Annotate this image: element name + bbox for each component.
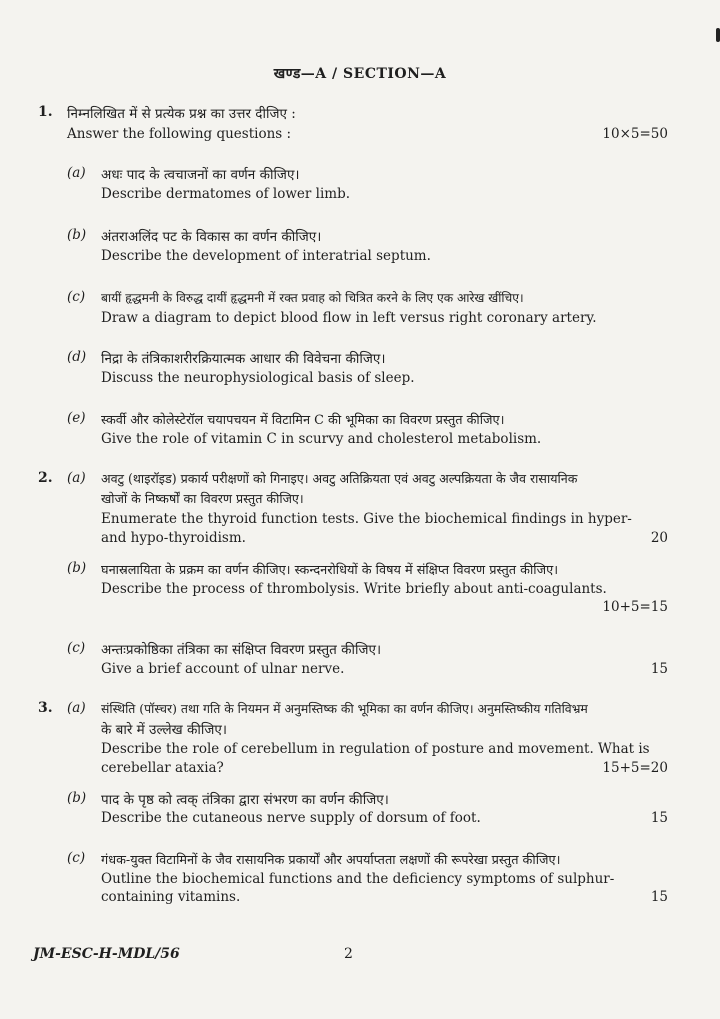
sub-question-label: (a) — [67, 700, 86, 716]
sub-question-hindi: निद्रा के तंत्रिकाशरीरक्रियात्मक आधार की विवेचना कीजिए। — [101, 351, 386, 367]
sub-question-marks: 15+5=20 — [602, 760, 668, 776]
page-number: 2 — [344, 946, 353, 962]
question-text-english: Answer the following questions : — [67, 126, 292, 142]
sub-question-english: Enumerate the thyroid function tests. Give the biochemical findings in hyper- — [101, 511, 632, 527]
sub-question-hindi: संस्थिति (पॉस्चर) तथा गति के नियमन में अनुमस्तिष्क की भूमिका का वर्णन कीजिए। अनुमस्तिष्कीय गतिविभ्रम — [101, 701, 588, 716]
question-number: 3. — [38, 700, 53, 716]
sub-question-hindi: अवटु (थाइरॉइड) प्रकार्य परीक्षणों को गिनाइए। अवटु अतिक्रियता एवं अवटु अल्पक्रियता के जैव रासायनिक — [101, 471, 578, 486]
sub-question-label: (c) — [67, 640, 86, 656]
sub-question-marks: 15 — [650, 661, 668, 677]
sub-question-english: Give a brief account of ulnar nerve. — [101, 661, 345, 677]
sub-question-english: Describe the process of thrombolysis. Write briefly about anti-coagulants. — [101, 581, 607, 597]
sub-question-english: Draw a diagram to depict blood flow in left versus right coronary artery. — [101, 310, 597, 326]
sub-question-english: Describe the cutaneous nerve supply of dorsum of foot. — [101, 810, 481, 826]
paper-code: JM-ESC-H-MDL/56 — [33, 946, 180, 962]
sub-question-english: Describe dermatomes of lower limb. — [101, 186, 351, 202]
question-marks: 10×5=50 — [602, 126, 668, 142]
sub-question-hindi: घनास्रलायिता के प्रक्रम का वर्णन कीजिए। स्कन्दनरोधियों के विषय में संक्षिप्त विवरण प्रस्तुत कीजिए। — [101, 563, 559, 578]
sub-question-english: Give the role of vitamin C in scurvy and cholesterol metabolism. — [101, 431, 542, 447]
sub-question-label: (b) — [67, 560, 87, 576]
sub-question-marks: 15 — [650, 810, 668, 826]
sub-question-english: cerebellar ataxia? — [101, 760, 224, 776]
section-header: खण्ड—A / SECTION—A — [273, 66, 447, 82]
sub-question-english: Describe the development of interatrial septum. — [101, 248, 431, 264]
sub-question-hindi: पाद के पृष्ठ को त्वक् तंत्रिका द्वारा संभरण का वर्णन कीजिए। — [101, 792, 389, 808]
sub-question-label: (e) — [67, 410, 86, 426]
sub-question-hindi: अधः पाद के त्वचाजनों का वर्णन कीजिए। — [101, 167, 300, 183]
question-number: 1. — [38, 104, 53, 120]
sub-question-label: (b) — [67, 790, 87, 806]
sub-question-marks: 20 — [650, 530, 668, 546]
sub-question-hindi: गंधक-युक्त विटामिनों के जैव रासायनिक प्रकार्यों और अपर्याप्तता लक्षणों की रूपरेखा प्रस्तुत कीजिए। — [101, 853, 561, 868]
sub-question-label: (a) — [67, 470, 86, 486]
sub-question-marks: 10+5=15 — [602, 599, 668, 615]
sub-question-label: (d) — [67, 349, 87, 365]
sub-question-hindi: बायीं हृद्धमनी के विरुद्ध दायीं हृद्धमनी में रक्त प्रवाह को चित्रित करने के लिए एक आरेख खींचिए। — [101, 291, 524, 305]
sub-question-label: (c) — [67, 289, 86, 305]
scan-edge-mark — [716, 28, 720, 42]
sub-question-hindi: खोजों के निष्कर्षों का विवरण प्रस्तुत कीजिए। — [101, 491, 304, 506]
sub-question-english: containing vitamins. — [101, 889, 241, 905]
sub-question-label: (a) — [67, 165, 86, 181]
sub-question-english: and hypo-thyroidism. — [101, 530, 246, 546]
sub-question-hindi: अन्तःप्रकोष्ठिका तंत्रिका का संक्षिप्त विवरण प्रस्तुत कीजिए। — [101, 642, 382, 658]
sub-question-hindi: अंतराअलिंद पट के विकास का वर्णन कीजिए। — [101, 229, 322, 245]
sub-question-marks: 15 — [650, 889, 668, 905]
question-text-hindi: निम्नलिखित में से प्रत्येक प्रश्न का उत्तर दीजिए : — [67, 106, 296, 122]
sub-question-hindi: स्कर्वी और कोलेस्टेरॉल चयापचयन में विटामिन C की भूमिका का विवरण प्रस्तुत कीजिए। — [101, 413, 505, 428]
sub-question-english: Outline the biochemical functions and the deficiency symptoms of sulphur- — [101, 871, 615, 887]
sub-question-label: (c) — [67, 850, 86, 866]
sub-question-hindi: के बारे में उल्लेख कीजिए। — [101, 722, 227, 738]
question-number: 2. — [38, 470, 53, 486]
sub-question-english: Describe the role of cerebellum in regulation of posture and movement. What is — [101, 741, 650, 757]
sub-question-label: (b) — [67, 227, 87, 243]
sub-question-english: Discuss the neurophysiological basis of sleep. — [101, 370, 415, 386]
